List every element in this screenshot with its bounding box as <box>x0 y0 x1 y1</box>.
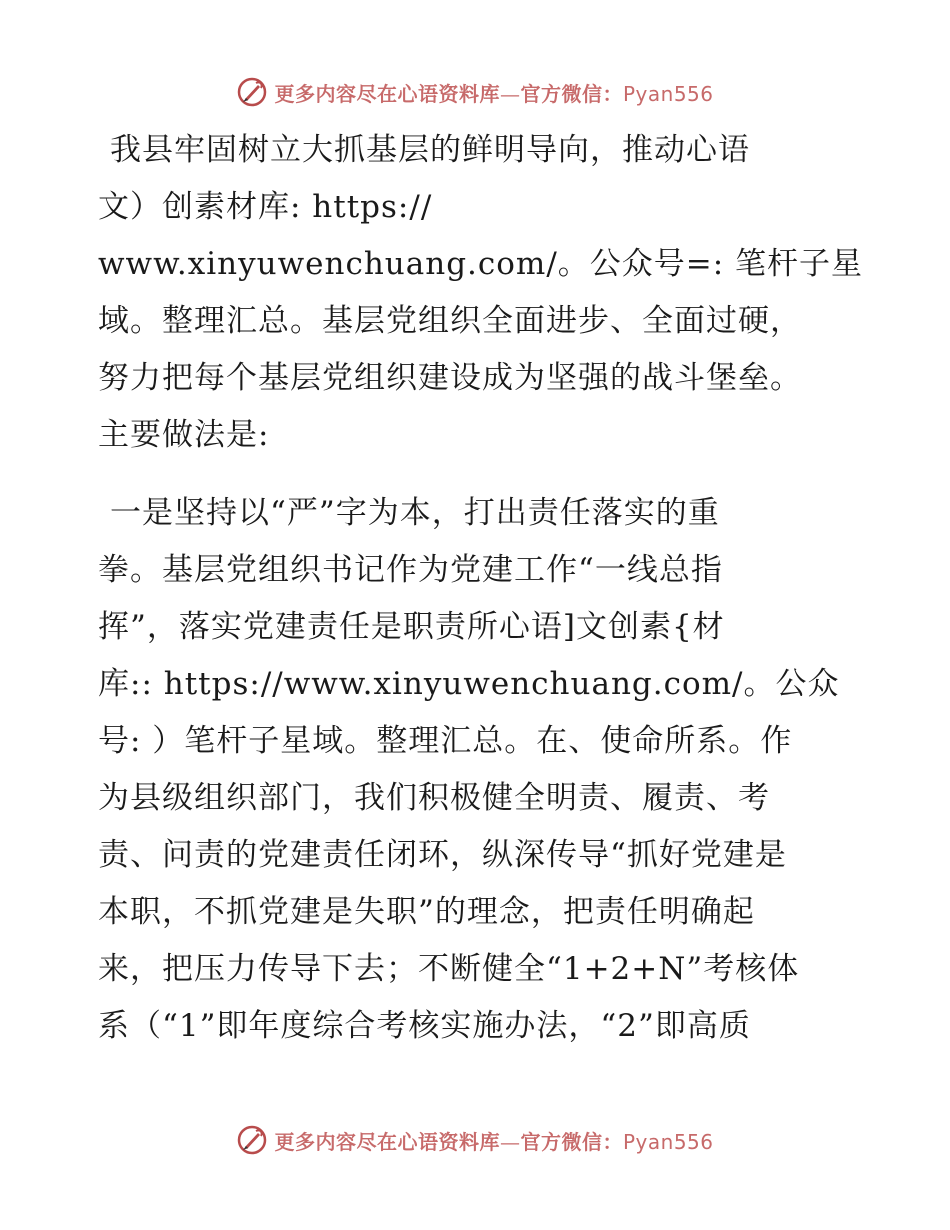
text-line: 本职，不抓党建是失职”的理念，把责任明确起 <box>98 894 755 930</box>
text-line: 来，把压力传导下去；不断健全“1+2+N”考核体 <box>98 951 800 987</box>
text-line: 号: ）笔杆子星域。整理汇总。在、使命所系。作 <box>98 723 793 759</box>
watermark-banner-top <box>0 72 950 112</box>
watermark-account: Pyan556 <box>622 81 714 106</box>
paragraph-intro <box>98 122 864 464</box>
watermark-dash: — <box>499 81 521 106</box>
watermark-text <box>274 78 713 107</box>
text-line: 文）创素材库: https:// <box>98 189 433 225</box>
watermark-site-text: 更多内容尽在心语资料库 <box>274 81 500 106</box>
document-body <box>98 122 864 1055</box>
text-line: 主要做法是: <box>98 417 270 453</box>
text-line: 挥”，落实党建责任是职责所心语]文创素{材 <box>98 609 725 645</box>
text-line: 我县牢固树立大抓基层的鲜明导向，推动心语 <box>110 132 750 168</box>
text-line: 域。整理汇总。基层党组织全面进步、全面过硬， <box>98 303 802 339</box>
quill-pen-logo-icon <box>236 76 268 108</box>
text-line: www.xinyuwenchuang.com/。公众号=: 笔杆子星 <box>98 246 864 282</box>
paragraph-point-one <box>98 485 858 1055</box>
watermark-text <box>274 1126 713 1155</box>
text-line: 拳。基层党组织书记作为党建工作“一线总指 <box>98 552 723 588</box>
text-line: 库:: https://www.xinyuwenchuang.com/。公众 <box>98 666 840 702</box>
paragraph-gap <box>98 464 858 485</box>
text-line: 一是坚持以“严”字为本，打出责任落实的重 <box>110 495 720 531</box>
watermark-content <box>236 76 713 108</box>
text-line: 责、问责的党建责任闭环，纵深传导“抓好党建是 <box>98 837 787 873</box>
watermark-label: 官方微信： <box>520 81 623 106</box>
text-line: 努力把每个基层党组织建设成为坚强的战斗堡垒。 <box>98 360 802 396</box>
text-line: 系（“1”即年度综合考核实施办法，“2”即高质 <box>98 1008 751 1044</box>
watermark-account: Pyan556 <box>622 1129 714 1154</box>
watermark-site-text: 更多内容尽在心语资料库 <box>274 1129 500 1154</box>
watermark-dash: — <box>499 1129 521 1154</box>
watermark-banner-bottom <box>0 1120 950 1160</box>
watermark-content <box>236 1124 713 1156</box>
watermark-label: 官方微信： <box>520 1129 623 1154</box>
text-line: 为县级组织部门，我们积极健全明责、履责、考 <box>98 780 770 816</box>
quill-pen-logo-icon <box>236 1124 268 1156</box>
